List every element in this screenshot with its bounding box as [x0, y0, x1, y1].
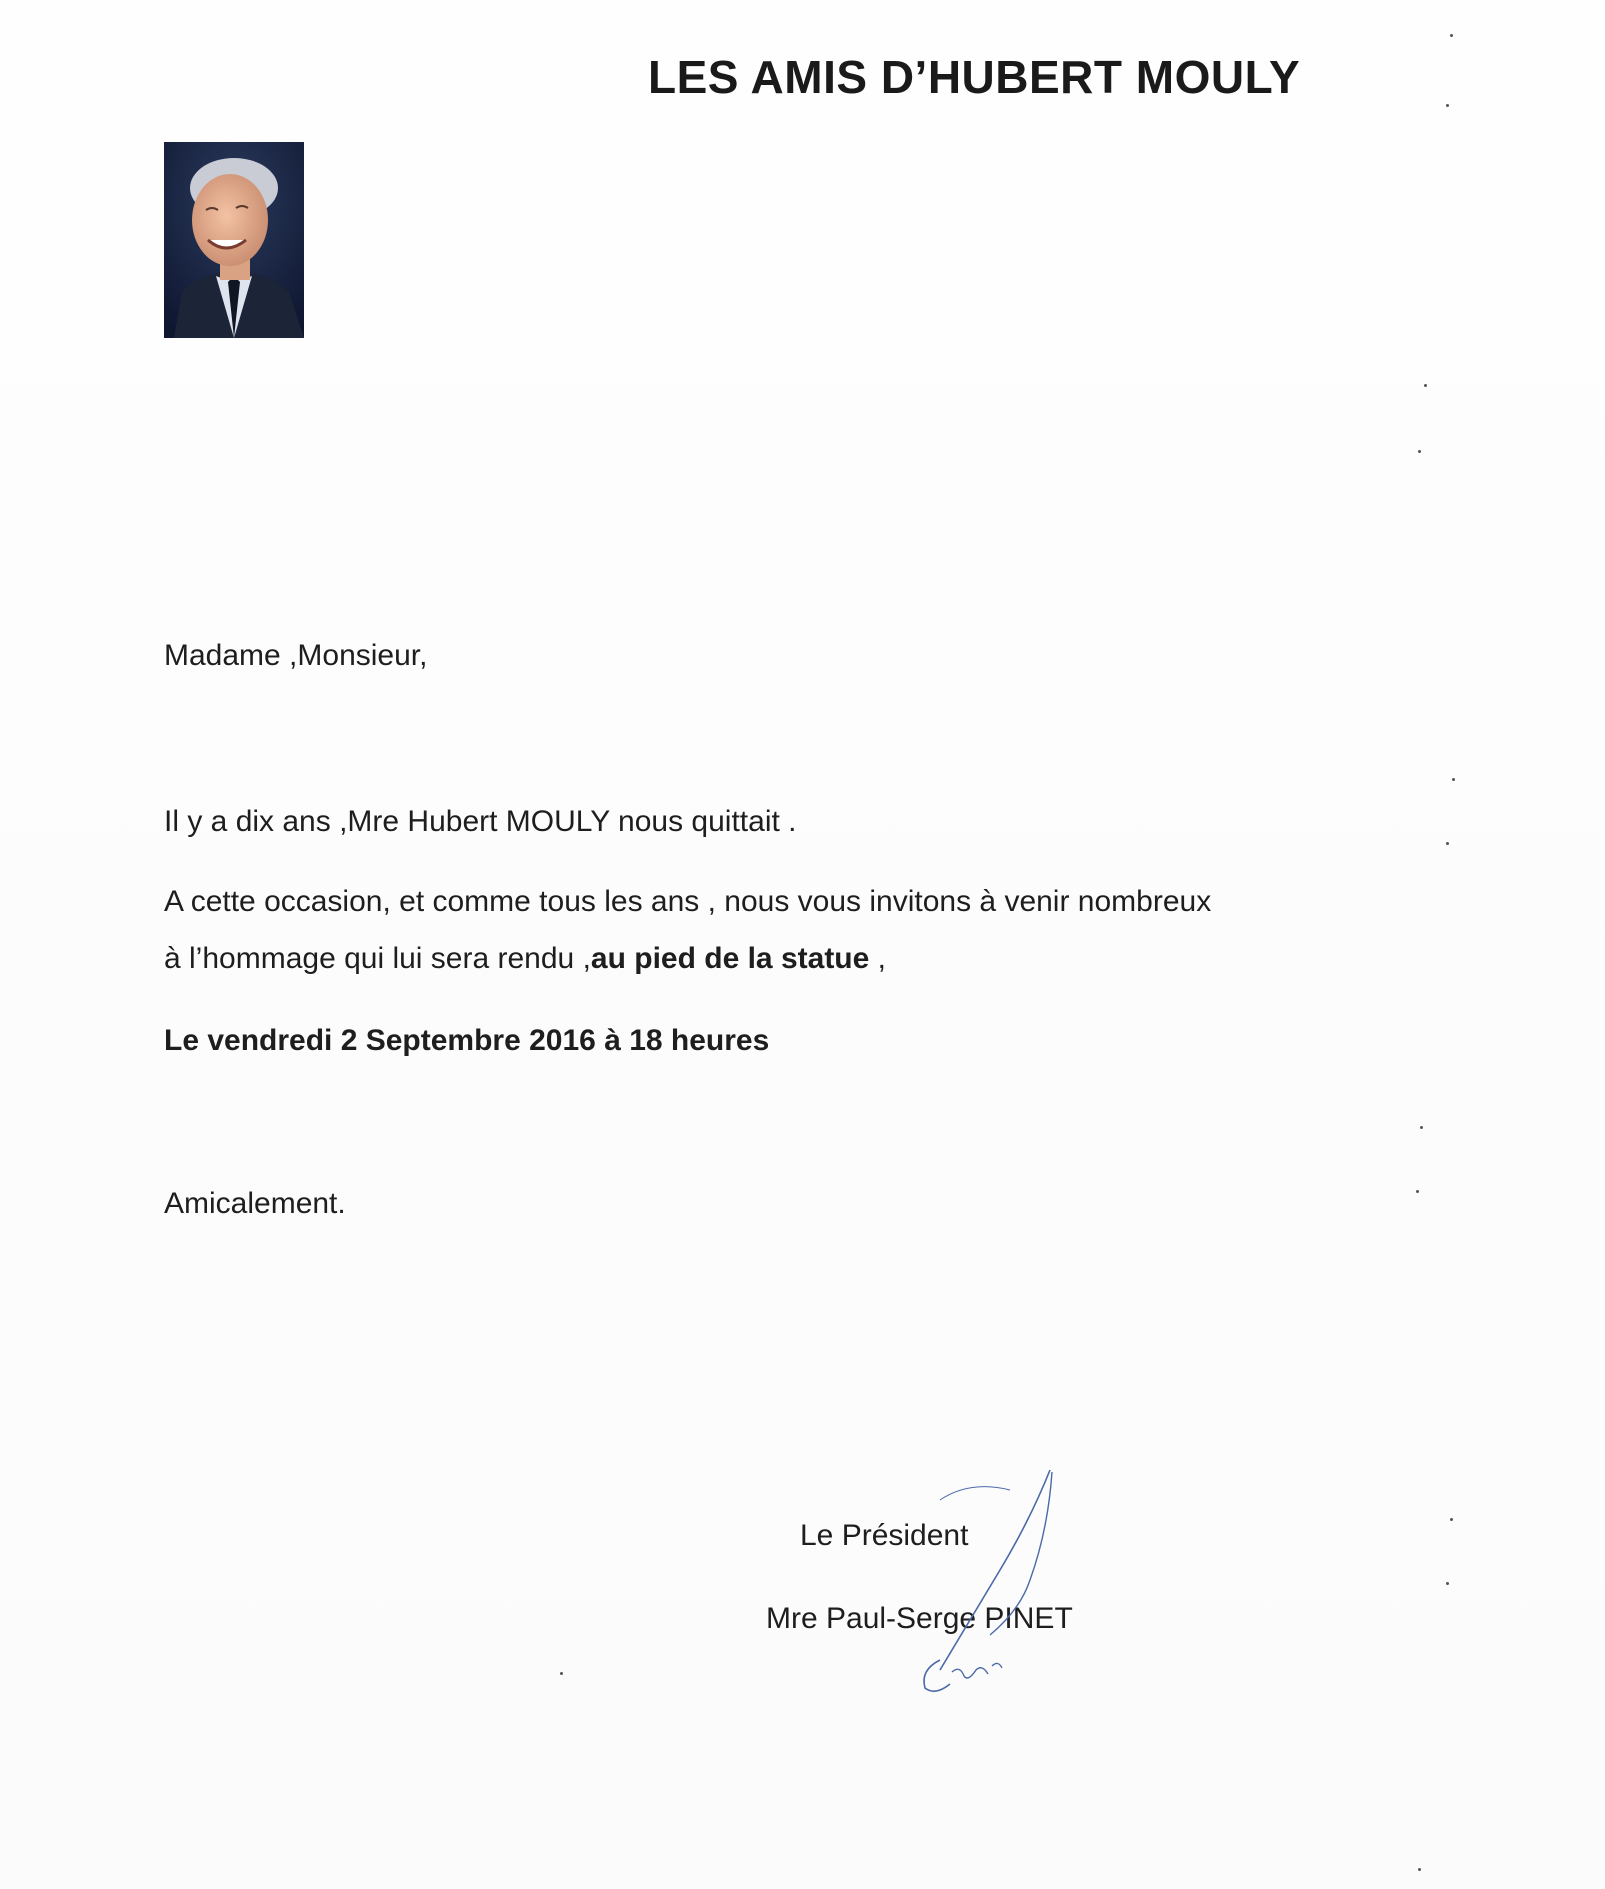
body-line-3-prefix: à l’hommage qui lui sera rendu , [164, 942, 591, 975]
body-line-3 [164, 941, 886, 977]
scan-speck [1416, 1190, 1419, 1193]
signatory-role: Le Président [800, 1519, 969, 1552]
scan-speck [1418, 1868, 1421, 1871]
scan-speck [1452, 778, 1455, 781]
location-emphasis: au pied de la statue [590, 942, 870, 975]
scan-speck [1450, 1518, 1453, 1521]
body-line-1: Il y a dix ans ,Mre Hubert MOULY nous quittait . [164, 805, 797, 838]
signatory-name: Mre Paul-Serge PINET [766, 1602, 1073, 1635]
scan-speck [1418, 450, 1421, 453]
handwritten-signature [880, 1460, 1080, 1700]
scan-speck [1424, 384, 1427, 387]
scan-speck [1446, 1582, 1449, 1585]
greeting: Madame ,Monsieur, [164, 639, 428, 672]
scan-speck [1450, 34, 1453, 37]
event-date: Le vendredi 2 Septembre 2016 à 18 heures [164, 1024, 770, 1057]
page-title: LES AMIS D’HUBERT MOULY [648, 51, 1301, 103]
portrait-photo [164, 142, 304, 338]
scan-speck [1446, 104, 1449, 107]
closing: Amicalement. [164, 1187, 346, 1220]
body-line-2: A cette occasion, et comme tous les ans , nous vous invitons à venir nombreux [164, 885, 1212, 918]
scan-speck [1420, 1126, 1423, 1129]
scan-speck [560, 1672, 563, 1675]
body-line-3-suffix: , [869, 942, 886, 975]
scan-speck [1446, 842, 1449, 845]
